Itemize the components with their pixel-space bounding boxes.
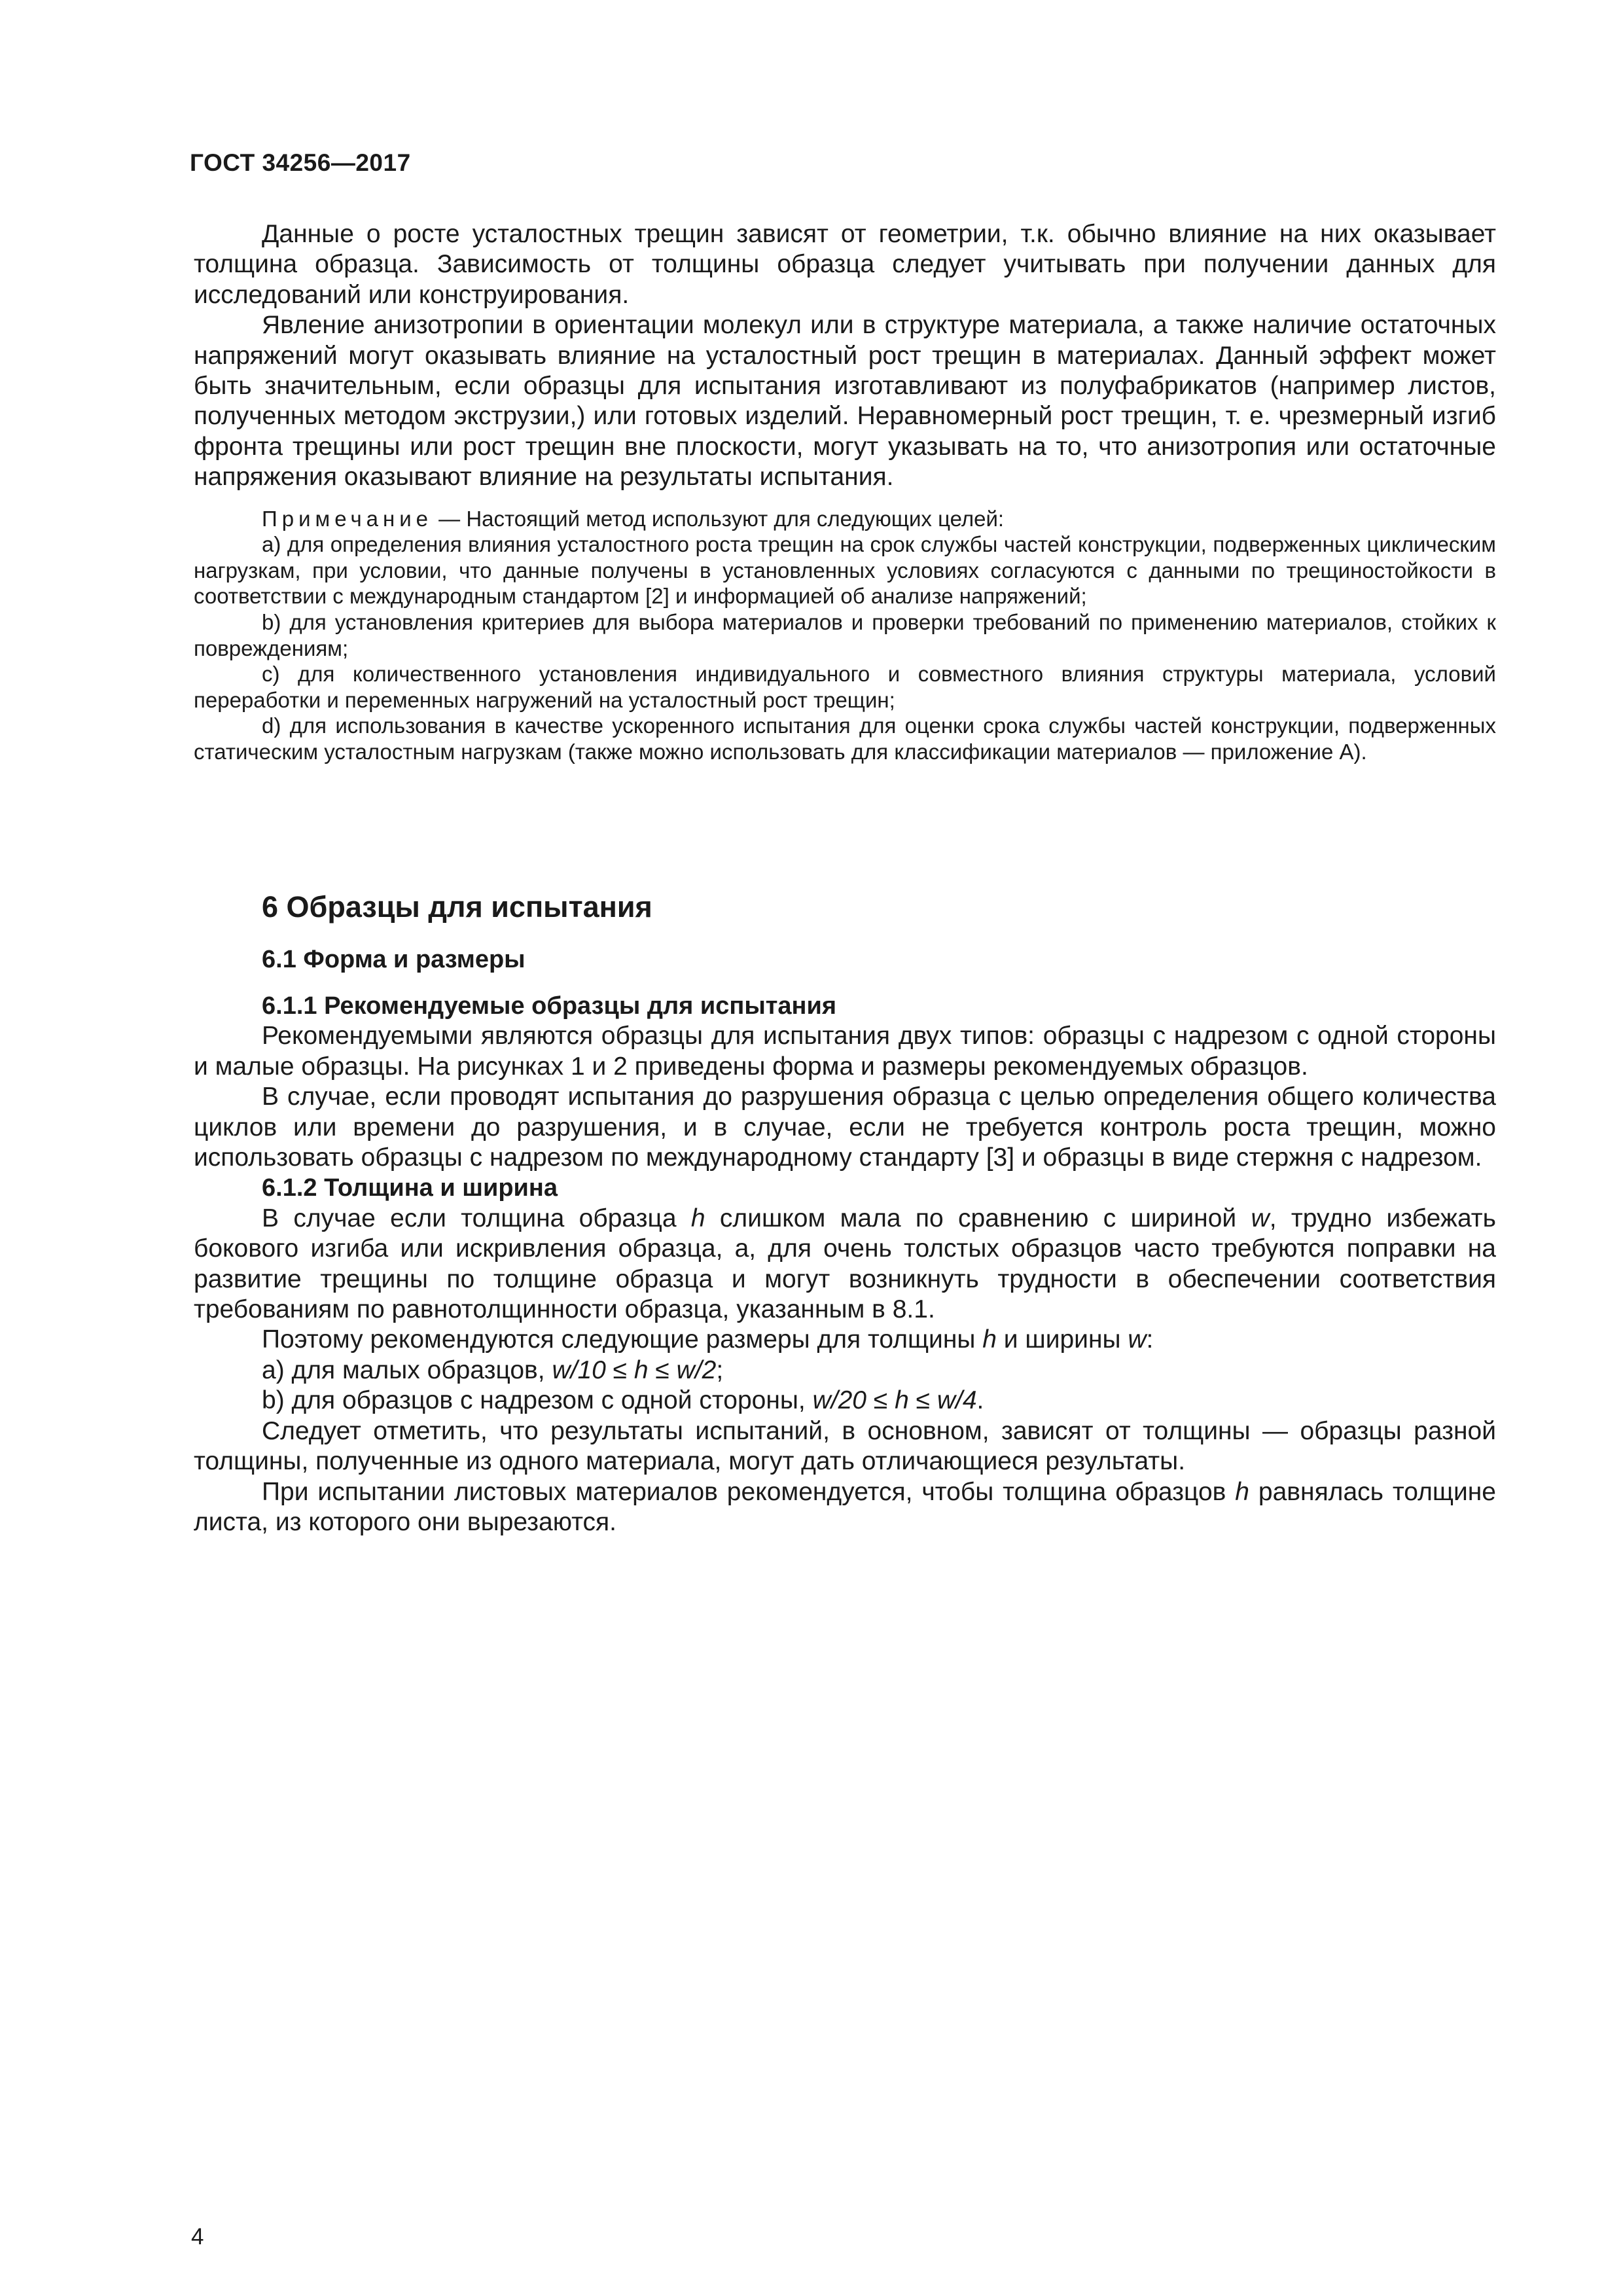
- subsection-6-1-1-paragraph-2: В случае, если проводят испытания до разрушения образца с целью определения общего количества циклов или времени до разрушения, и в случае, если не требуется контроль роста трещин, можно использовать образцы с надрезом по международному стандарту [3] и образцы в виде стержня с надрезом.: [194, 1083, 1496, 1172]
- standard-code: ГОСТ 34256—2017: [190, 149, 411, 176]
- text-run: и ширины: [996, 1325, 1128, 1354]
- note-item-a: а) для определения влияния усталостного роста трещин на срок службы частей конструкции, подверженных циклическим нагрузкам, при условии, что данные получены в установленных условиях согласуются с данными по трещиностойкости в соответствии с международным стандартом [2] и информацией об анализе напряжений;: [194, 532, 1496, 609]
- symbol-w: w: [1251, 1204, 1270, 1232]
- text-run: Поэтому рекомендуются следующие размеры для толщины: [262, 1325, 983, 1354]
- text-run: В случае если толщина образца: [262, 1204, 691, 1232]
- formula-small-specimens: w/10 ≤ h ≤ w/2: [552, 1355, 717, 1384]
- formula-notched-specimens: w/20 ≤ h ≤ w/4: [812, 1386, 977, 1415]
- intro-paragraph-2: Явление анизотропии в ориентации молекул или в структуре материала, а также наличие остаточных напряжений могут оказывать влияние на усталостный рост трещин в материалах. Данный эффект может быть значительным, если образцы для испытания изготавливают из полуфабрикатов (например листов, полученных методом экструзии,) или готовых изделий. Неравномерный рост трещин, т. е. чрезмерный изгиб фронта трещины или рост трещин вне плоскости, могут указывать на то, что анизотропия или остаточные напряжения оказывают влияние на результаты испытания.: [194, 311, 1496, 492]
- note-block: [194, 506, 1496, 765]
- page-number: 4: [191, 2224, 204, 2250]
- subsection-6-1-2-item-b: [194, 1386, 1496, 1416]
- subsection-6-1-1-paragraph-1: Рекомендуемыми являются образцы для испытания двух типов: образцы с надрезом с одной стороны и малые образцы. На рисунках 1 и 2 приведены форма и размеры рекомендуемых образцов.: [194, 1022, 1496, 1081]
- text-run: слишком мала по сравнению с шириной: [705, 1204, 1251, 1232]
- text-run: При испытании листовых материалов рекомендуется, чтобы толщина образцов: [262, 1477, 1236, 1506]
- section-6-title: 6 Образцы для испытания: [262, 890, 652, 924]
- subsection-6-1-2-paragraph-4: [194, 1477, 1496, 1538]
- note-label: Примечание: [262, 506, 433, 531]
- text-run: .: [976, 1386, 984, 1415]
- section-6-body: [194, 946, 1496, 1537]
- text-run: равнялась толщине листа, из которого они вырезаются.: [194, 1477, 1496, 1536]
- symbol-h: h: [1235, 1477, 1249, 1506]
- note-item-c: c) для количественного установления индивидуального и совместного влияния структуры материала, условий переработки и переменных нагружений на усталостный рост трещин;: [194, 662, 1496, 712]
- note-item-b: b) для установления критериев для выбора материалов и проверки требований по применению материалов, стойких к повреждениям;: [194, 610, 1496, 660]
- text-run: , трудно избежать бокового изгиба или искривления образца, а, для очень толстых образцов часто требуются поправки на развитие трещины по толщине образца и могут возникнуть трудности в обеспечении соответствия требованиям по равнотолщинности образца, указанным в 8.1.: [194, 1204, 1496, 1324]
- symbol-h: h: [690, 1204, 705, 1232]
- note-lead-text: — Настоящий метод используют для следующих целей:: [433, 506, 1005, 531]
- note-item-d: d) для использования в качестве ускоренного испытания для оценки срока службы частей конструкции, подверженных статическим усталостным нагрузкам (также можно использовать для классификации материалов — приложение А).: [194, 713, 1496, 764]
- text-run: b) для образцов с надрезом с одной стороны,: [262, 1386, 813, 1415]
- subsection-6-1-2-paragraph-1: [194, 1204, 1496, 1325]
- note-lead: [194, 506, 1496, 532]
- text-run: :: [1146, 1325, 1154, 1354]
- subsection-6-1-1-title: 6.1.1 Рекомендуемые образцы для испытания: [262, 992, 837, 1020]
- subsection-6-1-2-title: 6.1.2 Толщина и ширина: [262, 1174, 558, 1202]
- text-run: а) для малых образцов,: [262, 1355, 552, 1384]
- subsection-6-1-2-item-a: [194, 1355, 1496, 1386]
- symbol-h: h: [982, 1325, 997, 1354]
- subsection-6-1-2-paragraph-2: [194, 1325, 1496, 1355]
- subsection-6-1-title: 6.1 Форма и размеры: [262, 946, 526, 973]
- text-run: ;: [716, 1355, 724, 1384]
- intro-paragraph-1: Данные о росте усталостных трещин зависят от геометрии, т.к. обычно влияние на них оказывает толщина образца. Зависимость от толщины образца следует учитывать при получении данных для исследований или конструирования.: [194, 220, 1496, 309]
- intro-block: [194, 219, 1496, 765]
- symbol-w: w: [1128, 1325, 1147, 1354]
- subsection-6-1-2-paragraph-3: Следует отметить, что результаты испытаний, в основном, зависят от толщины — образцы разной толщины, полученные из одного материала, могут дать отличающиеся результаты.: [194, 1416, 1496, 1476]
